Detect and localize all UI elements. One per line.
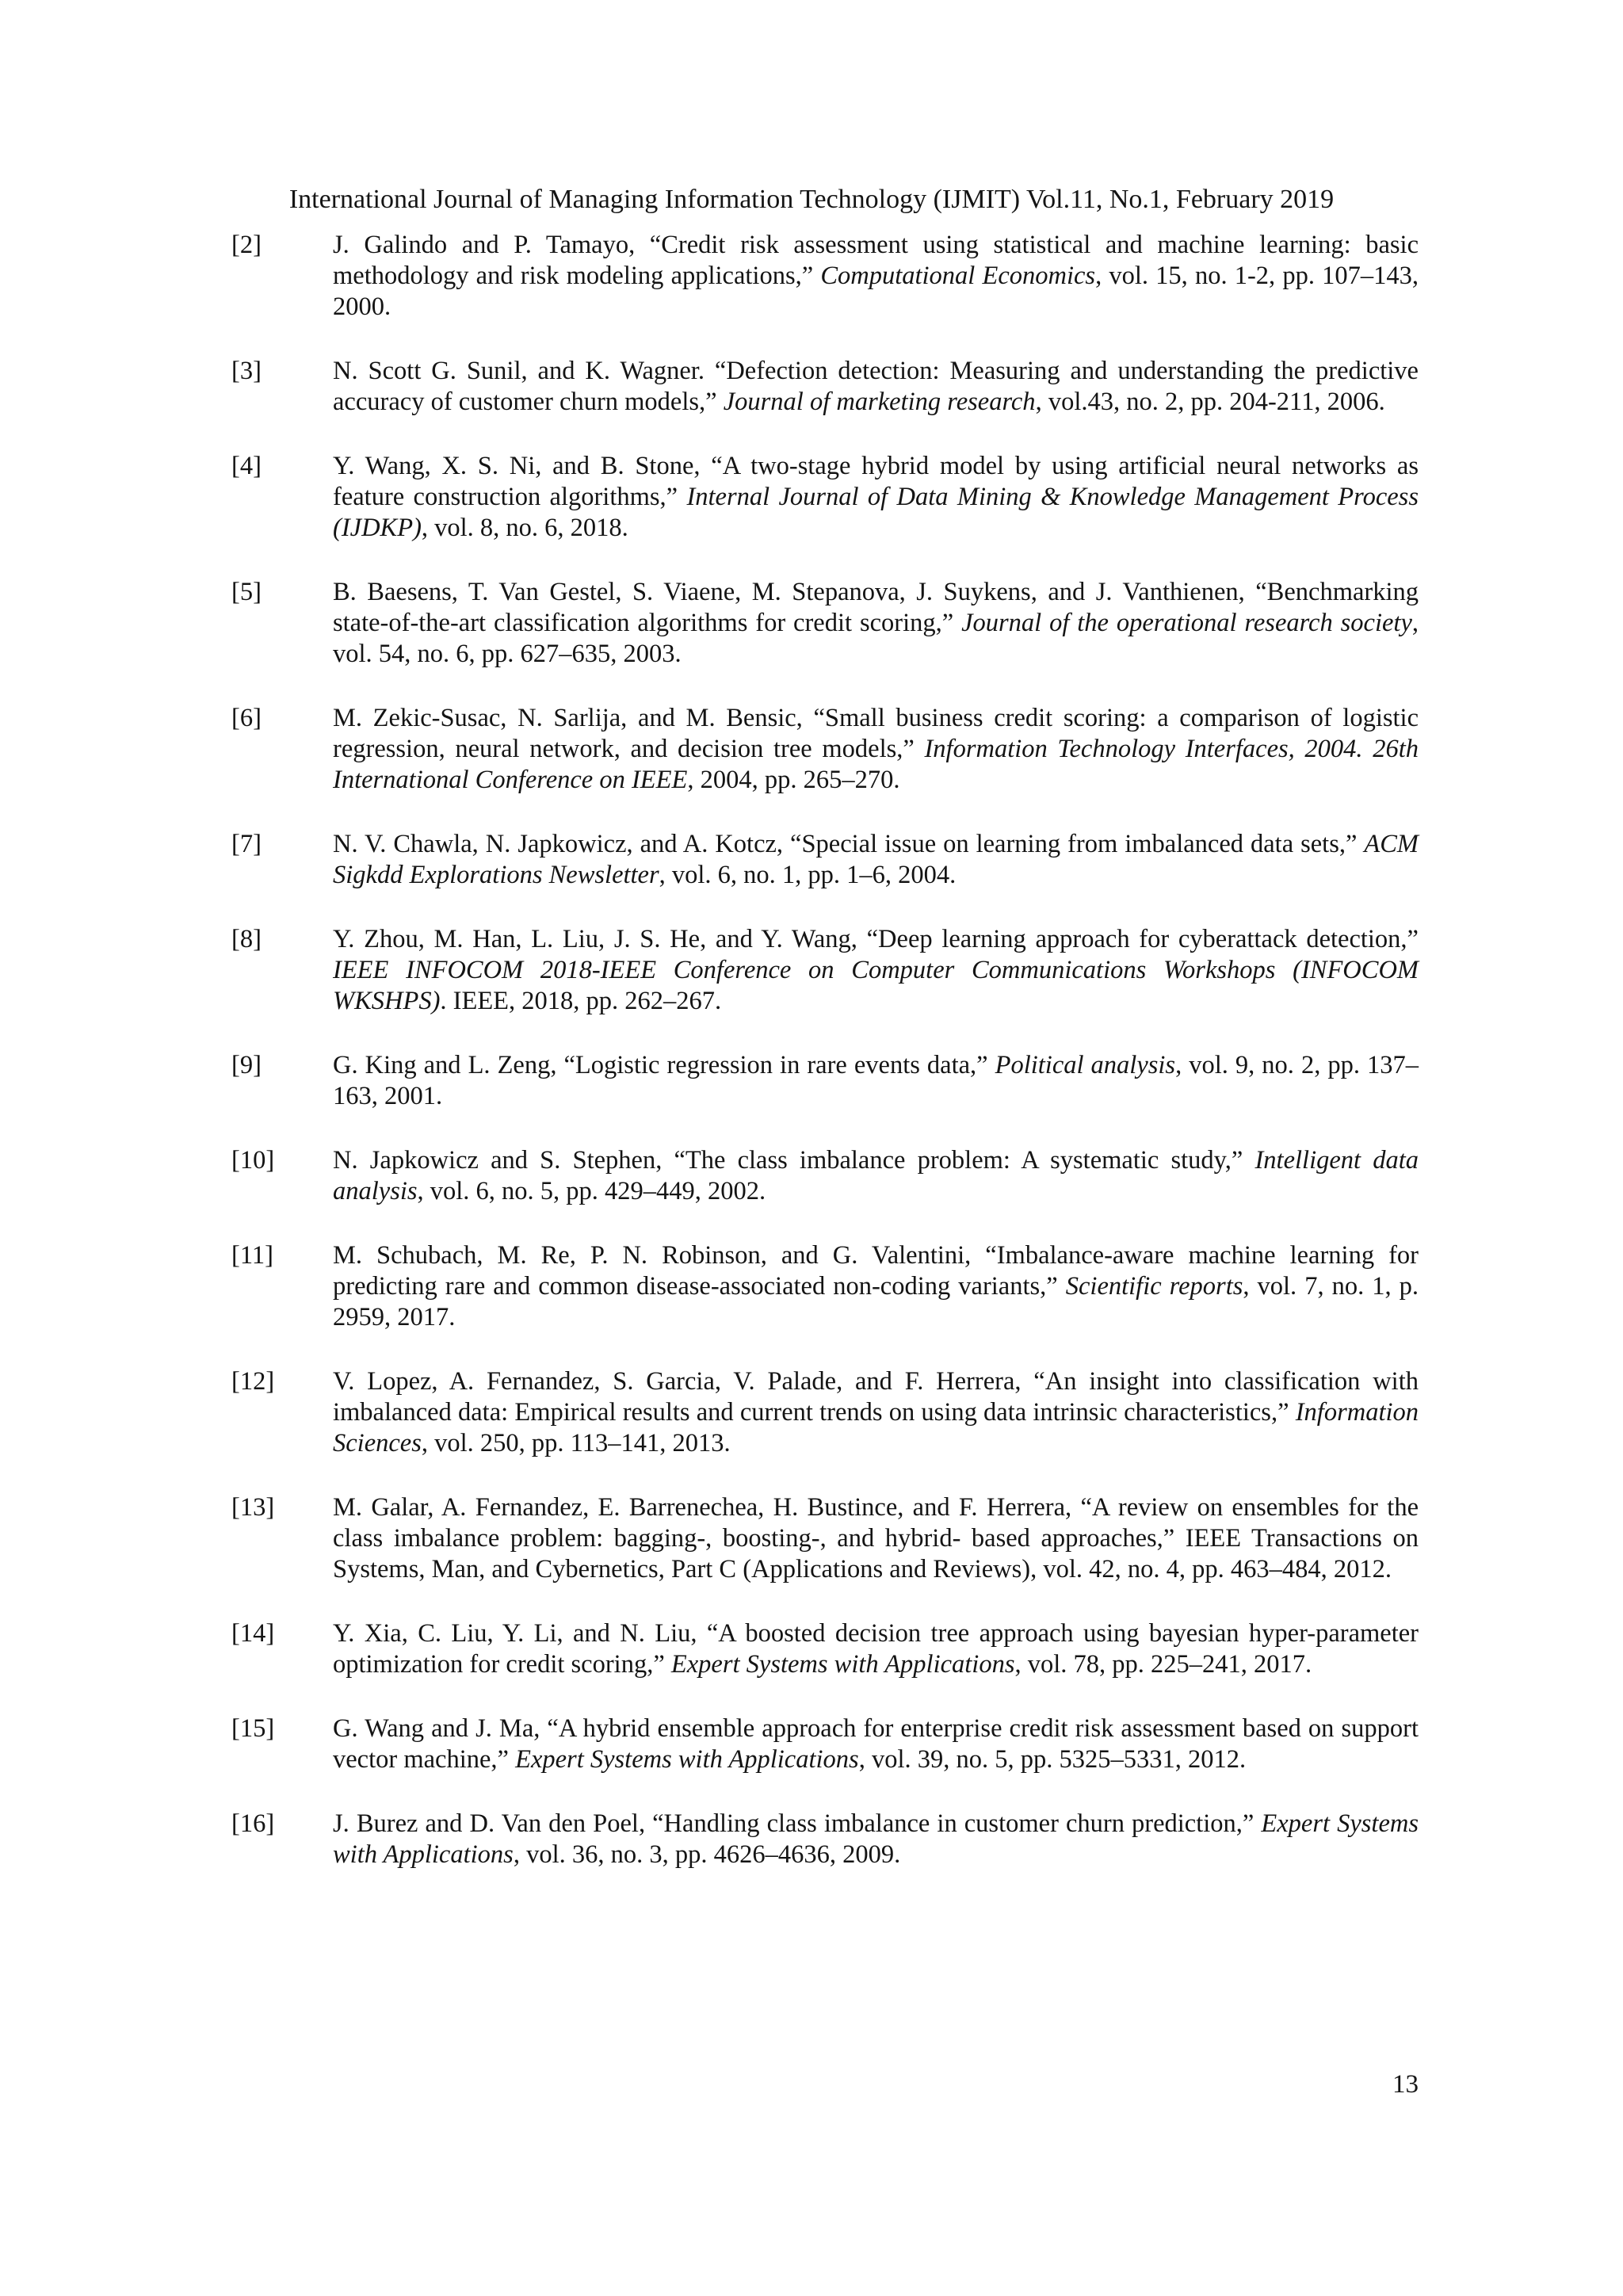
reference-item [231,1492,1419,1585]
reference-text [333,1619,1419,1679]
reference-text-run: N. V. Chawla, N. Japkowicz, and A. Kotcz, “Special issue on learning from imbalanced data sets,” [333,830,1365,858]
reference-item [231,356,1419,418]
reference-text [333,1809,1419,1869]
reference-source-title: Intelligent data analysis [333,1146,1419,1205]
reference-text-run: G. Wang and J. Ma, “A hybrid ensemble approach for enterprise credit risk assessment based on support vector machine,” [333,1714,1419,1774]
reference-label: [10] [231,1146,275,1175]
reference-label: [11] [231,1241,273,1270]
reference-text [333,1493,1419,1584]
reference-source-title: Information Sciences [333,1398,1419,1457]
reference-item [231,829,1419,891]
reference-text-run: , vol. 15, no. 1-2, pp. 107–143, 2000. [333,262,1419,321]
reference-text-run: , vol. 6, no. 1, pp. 1–6, 2004. [659,861,957,889]
reference-text-run: N. Scott G. Sunil, and K. Wagner. “Defection detection: Measuring and understanding the predictive accuracy of customer churn models,” [333,357,1419,416]
reference-text [333,1241,1419,1331]
reference-source-title: IEEE INFOCOM 2018-IEEE Conference on Computer Communications Workshops (INFOCOM WKSHPS) [333,956,1419,1015]
reference-label: [16] [231,1809,275,1838]
reference-item [231,1618,1419,1680]
reference-label: [3] [231,357,262,385]
reference-label: [13] [231,1493,275,1522]
reference-label: [6] [231,704,262,732]
reference-text-run: J. Galindo and P. Tamayo, “Credit risk assessment using statistical and machine learning: basic methodology and risk modeling applications,” [333,231,1419,290]
reference-item [231,230,1419,323]
reference-label: [14] [231,1619,275,1648]
reference-list [231,230,1419,1904]
reference-text [333,1714,1419,1774]
reference-label: [4] [231,452,262,480]
reference-text-run: B. Baesens, T. Van Gestel, S. Viaene, M. Stepanova, J. Suykens, and J. Vanthienen, “Benchmarking state-of-the-art classification algorithms for credit scoring,” [333,578,1419,637]
reference-text [333,925,1419,1015]
reference-source-title: Expert Systems with Applications [515,1745,859,1774]
reference-text-run: , vol. 39, no. 5, pp. 5325–5331, 2012. [858,1745,1247,1774]
reference-label: [7] [231,830,262,858]
reference-text [333,357,1419,416]
reference-text [333,1051,1419,1110]
reference-source-title: Scientific reports [1065,1272,1243,1301]
reference-label: [12] [231,1367,275,1396]
reference-text-run: G. King and L. Zeng, “Logistic regression in rare events data,” [333,1051,995,1079]
reference-item [231,1713,1419,1775]
reference-label: [2] [231,231,262,259]
reference-item [231,703,1419,796]
reference-text-run: M. Galar, A. Fernandez, E. Barrenechea, H. Bustince, and F. Herrera, “A review on ensembles for the class imbalance problem: bagging-, boosting-, and hybrid- based approaches,” IEEE Transactions on Systems, Man, and Cybernetics, Part C (Applications and Reviews), vol. 42, no. 4, pp. 463–484, 2012. [333,1493,1419,1584]
reference-text [333,1367,1419,1457]
reference-text-run: Y. Zhou, M. Han, L. Liu, J. S. He, and Y. Wang, “Deep learning approach for cyberattack detection,” [333,925,1419,953]
reference-source-title: Expert Systems with Applications [670,1650,1015,1679]
reference-text-run: N. Japkowicz and S. Stephen, “The class imbalance problem: A systematic study,” [333,1146,1255,1175]
reference-item [231,924,1419,1017]
reference-text-run: V. Lopez, A. Fernandez, S. Garcia, V. Palade, and F. Herrera, “An insight into classification with imbalanced data: Empirical results and current trends on using data intrinsic characteristics,” [333,1367,1419,1427]
reference-text [333,704,1419,794]
reference-text [333,1146,1419,1205]
reference-item [231,1240,1419,1333]
running-header: International Journal of Managing Information Technology (IJMIT) Vol.11, No.1, February 2019 [288,185,1335,214]
reference-text-run: J. Burez and D. Van den Poel, “Handling class imbalance in customer churn prediction,” [333,1809,1262,1838]
reference-item [231,577,1419,670]
reference-source-title: Expert Systems with Applications [333,1809,1419,1869]
reference-label: [9] [231,1051,262,1079]
reference-text-run: , vol. 8, no. 6, 2018. [421,514,628,542]
reference-text [333,231,1419,321]
reference-text-run: , vol.43, no. 2, pp. 204-211, 2006. [1035,388,1385,416]
reference-label: [15] [231,1714,275,1743]
reference-text [333,452,1419,542]
reference-text-run: , vol. 6, no. 5, pp. 429–449, 2002. [417,1177,766,1205]
reference-text-run: Y. Wang, X. S. Ni, and B. Stone, “A two-stage hybrid model by using artificial neural networks as feature construction algorithms,” [333,452,1419,511]
reference-label: [5] [231,578,262,606]
reference-text-run: . IEEE, 2018, pp. 262–267. [440,987,722,1015]
reference-text-run: , vol. 250, pp. 113–141, 2013. [421,1429,731,1457]
reference-text-run: , vol. 36, no. 3, pp. 4626–4636, 2009. [513,1840,901,1869]
reference-source-title: Computational Economics [820,262,1096,290]
reference-source-title: Information Technology Interfaces, 2004. 26th International Conference on IEEE [333,735,1419,794]
reference-source-title: Journal of the operational research society [961,609,1412,637]
reference-text [333,830,1419,889]
reference-item [231,1145,1419,1207]
reference-text-run: , vol. 78, pp. 225–241, 2017. [1014,1650,1312,1679]
reference-item [231,1050,1419,1112]
reference-text-run: , vol. 9, no. 2, pp. 137–163, 2001. [333,1051,1419,1110]
reference-text [333,578,1419,668]
reference-text-run: , 2004, pp. 265–270. [687,766,900,794]
reference-text-run: M. Schubach, M. Re, P. N. Robinson, and G. Valentini, “Imbalance-aware machine learning for predicting rare and common disease-associated non-coding variants,” [333,1241,1419,1301]
reference-source-title: Internal Journal of Data Mining & Knowledge Management Process (IJDKP) [333,483,1419,542]
reference-item [231,1809,1419,1870]
reference-label: [8] [231,925,262,953]
reference-source-title: Political analysis [995,1051,1176,1079]
reference-item [231,451,1419,544]
page-number: 13 [1392,2070,1419,2099]
reference-text-run: , vol. 54, no. 6, pp. 627–635, 2003. [333,609,1419,668]
reference-source-title: ACM Sigkdd Explorations Newsletter [333,830,1419,889]
reference-source-title: Journal of marketing research [723,388,1036,416]
reference-text-run: Y. Xia, C. Liu, Y. Li, and N. Liu, “A boosted decision tree approach using bayesian hyper-parameter optimization for credit scoring,” [333,1619,1419,1679]
reference-text-run: M. Zekic-Susac, N. Sarlija, and M. Bensic, “Small business credit scoring: a comparison of logistic regression, neural network, and decision tree models,” [333,704,1419,763]
reference-item [231,1366,1419,1459]
reference-text-run: , vol. 7, no. 1, p. 2959, 2017. [333,1272,1419,1331]
